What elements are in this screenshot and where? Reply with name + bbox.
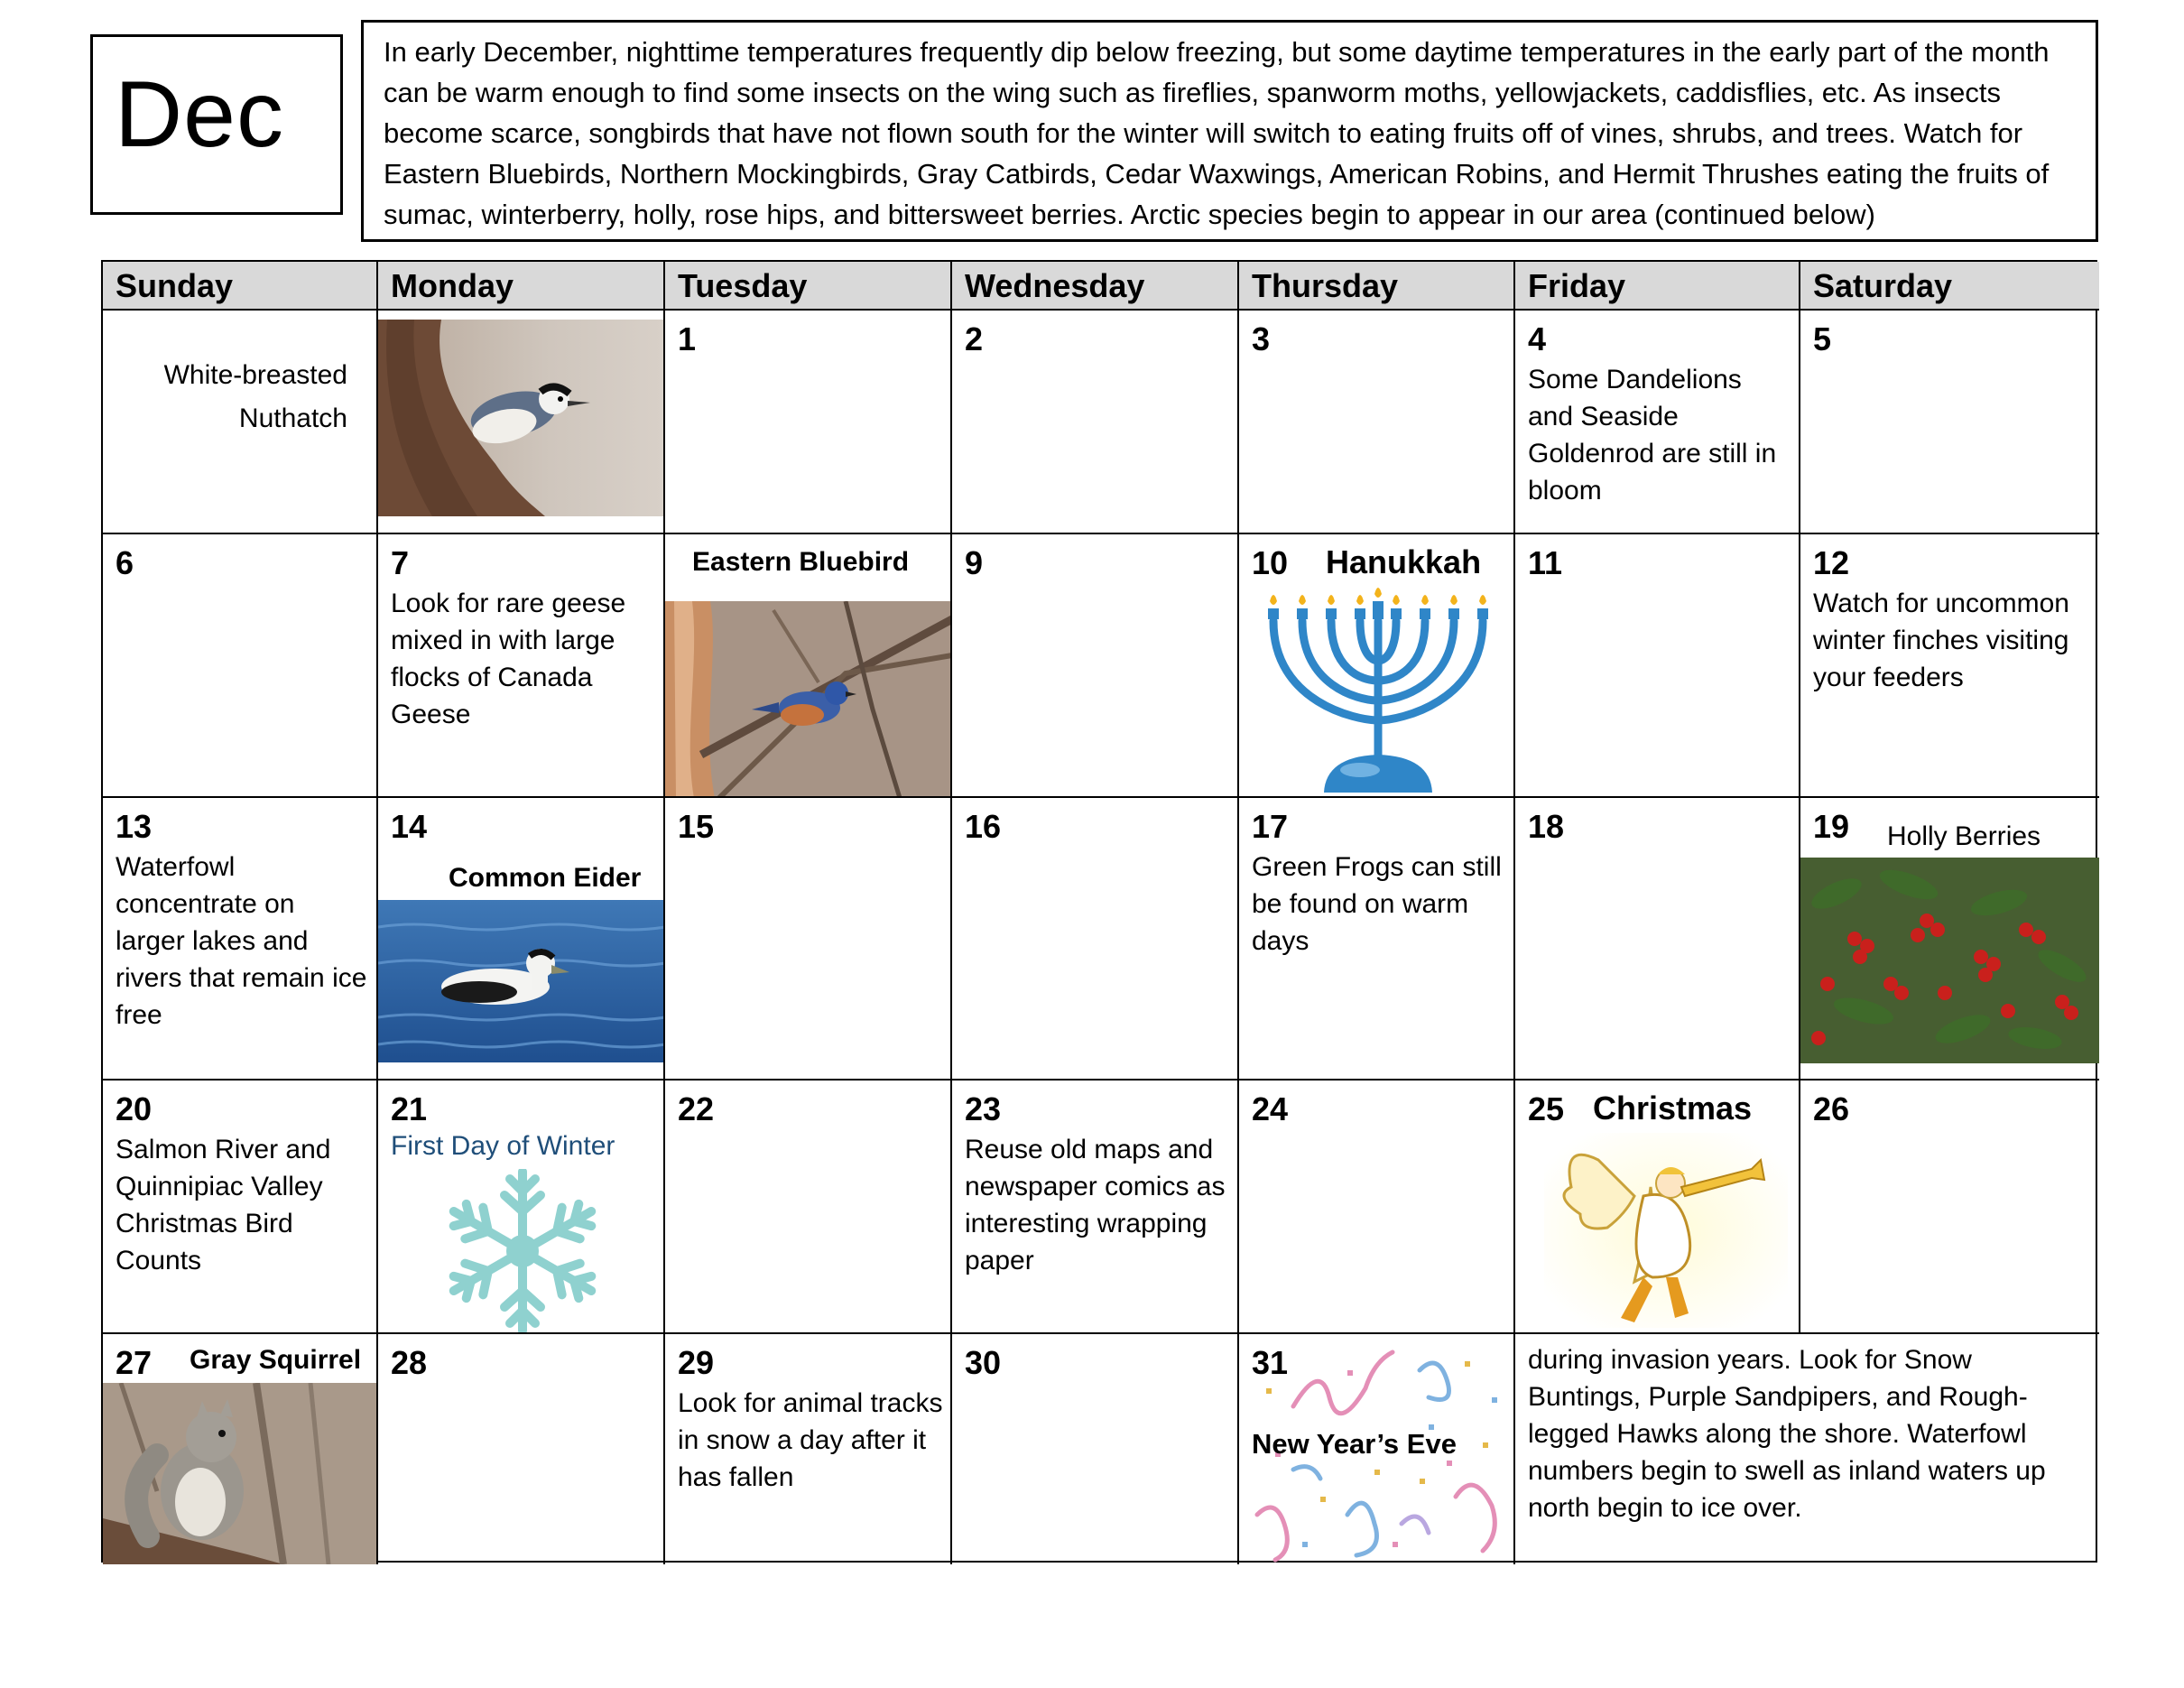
day-number: 28 — [391, 1344, 428, 1381]
weekday-thursday: Thursday — [1239, 262, 1515, 311]
day-number: 14 — [391, 808, 428, 845]
day-number: 4 — [1528, 320, 1547, 357]
day-2 — [952, 311, 1239, 534]
day-17 — [1239, 798, 1515, 1081]
day-number: 9 — [965, 544, 984, 581]
day-note: Watch for uncommon winter finches visiting your feeders — [1813, 589, 2069, 692]
day-number: 16 — [965, 808, 1002, 845]
day-19 — [1800, 798, 2099, 1081]
weekday-sunday: Sunday — [103, 262, 378, 311]
day-number: 15 — [678, 808, 715, 845]
cell-nuthatch-photo — [378, 311, 665, 534]
day-number: 27 — [116, 1344, 153, 1381]
day-12 — [1800, 534, 2099, 798]
day-3 — [1239, 311, 1515, 534]
intro-text: In early December, nighttime temperatures frequently dip below freezing, but some daytime temperatures in the early part of the month can be warm enough to find some insects on the wing such as fireflies, spanworm moths, yellowjackets, caddisflies, etc. As insects become scarce, songbirds that have not flown south for the winter will switch to eating fruits off of vines, shrubs, and trees. Watch for Eastern Bluebirds, Northern Mockingbirds, Gray Catbirds, Cedar Waxwings, American Robins, and Hermit Thrushes eating the fruits of sumac, winterberry, holly, rose hips, and bittersweet berries. Arctic species begin to appear in our area (continued below) — [361, 20, 2098, 242]
new-years-eve-label: New Year’s Eve — [1252, 1428, 1457, 1460]
day-note: Look for rare geese mixed in with large flocks of Canada Geese — [391, 589, 626, 729]
holly-caption: Holly Berries — [1887, 821, 2041, 851]
day-5 — [1800, 311, 2099, 534]
day-number: 13 — [116, 808, 153, 845]
snowflake-icon — [432, 1169, 613, 1333]
day-21 — [378, 1081, 665, 1334]
hanukkah-label: Hanukkah — [1326, 543, 1482, 580]
day-26 — [1800, 1081, 2099, 1334]
calendar-grid — [101, 260, 2097, 1563]
day-31 — [1239, 1334, 1515, 1564]
day-15 — [665, 798, 952, 1081]
day-30 — [952, 1334, 1239, 1564]
day-number: 26 — [1813, 1090, 1850, 1127]
day-note: Green Frogs can still be found on warm days — [1252, 852, 1502, 956]
day-number: 19 — [1813, 808, 1850, 845]
day-28 — [378, 1334, 665, 1564]
first-day-of-winter-label: First Day of Winter — [391, 1131, 615, 1161]
eider-caption: Common Eider — [449, 863, 642, 893]
day-note: Reuse old maps and newspaper comics as interesting wrapping paper — [965, 1135, 1226, 1275]
day-number: 6 — [116, 544, 134, 581]
day-18 — [1515, 798, 1800, 1081]
day-11 — [1515, 534, 1800, 798]
day-10 — [1239, 534, 1515, 798]
day-1 — [665, 311, 952, 534]
weekday-monday: Monday — [378, 262, 665, 311]
day-note: Some Dandelions and Seaside Goldenrod are still in bloom — [1528, 365, 1777, 505]
intro-continued — [1515, 1334, 2099, 1564]
day-25 — [1515, 1081, 1800, 1334]
day-number: 21 — [391, 1090, 428, 1127]
day-number: 2 — [965, 320, 984, 357]
holly-photo — [1800, 858, 2099, 1063]
angel-icon — [1544, 1133, 1788, 1328]
weekday-wednesday: Wednesday — [952, 262, 1239, 311]
weekday-saturday: Saturday — [1800, 262, 2099, 311]
christmas-label: Christmas — [1593, 1090, 1753, 1127]
eider-photo — [378, 900, 665, 1062]
day-number: 18 — [1528, 808, 1565, 845]
day-14 — [378, 798, 665, 1081]
day-22 — [665, 1081, 952, 1334]
day-number: 25 — [1528, 1090, 1565, 1127]
day-number: 11 — [1528, 544, 1563, 581]
day-23 — [952, 1081, 1239, 1334]
day-number: 20 — [116, 1090, 153, 1127]
day-number: 22 — [678, 1090, 715, 1127]
bluebird-photo — [665, 601, 952, 798]
day-13 — [103, 798, 378, 1081]
day-number: 29 — [678, 1344, 715, 1381]
menorah-icon — [1252, 585, 1504, 794]
cell-bluebird — [665, 534, 952, 798]
month-title-box — [90, 34, 343, 215]
day-4 — [1515, 311, 1800, 534]
day-number: 30 — [965, 1344, 1002, 1381]
day-number: 17 — [1252, 808, 1289, 845]
day-number: 12 — [1813, 544, 1850, 581]
day-6 — [103, 534, 378, 798]
day-27 — [103, 1334, 378, 1564]
weekday-friday: Friday — [1515, 262, 1800, 311]
day-number: 1 — [678, 320, 697, 357]
day-number: 31 — [1252, 1344, 1289, 1381]
cell-nuthatch-caption — [103, 311, 378, 534]
day-note: Look for animal tracks in snow a day after it has fallen — [678, 1388, 943, 1492]
intro-continued-text: during invasion years. Look for Snow Buntings, Purple Sandpipers, and Rough-legged Hawks along the shore. Waterfowl numbers begin to swell as inland waters up north begin to ice over. — [1528, 1345, 2046, 1523]
day-note: Waterfowl concentrate on larger lakes and rivers that remain ice free — [116, 852, 367, 1030]
nuthatch-photo — [378, 320, 665, 516]
day-16 — [952, 798, 1239, 1081]
nuthatch-caption: White-breasted Nuthatch — [163, 360, 347, 433]
bluebird-caption: Eastern Bluebird — [692, 547, 910, 577]
day-24 — [1239, 1081, 1515, 1334]
day-number: 5 — [1813, 320, 1832, 357]
day-number: 23 — [965, 1090, 1002, 1127]
day-7 — [378, 534, 665, 798]
day-29 — [665, 1334, 952, 1564]
day-note: Salmon River and Quinnipiac Valley Christmas Bird Counts — [116, 1135, 331, 1275]
weekday-tuesday: Tuesday — [665, 262, 952, 311]
squirrel-photo — [103, 1383, 378, 1564]
day-number: 7 — [391, 544, 410, 581]
squirrel-caption: Gray Squirrel — [190, 1345, 362, 1375]
month-title: Dec — [115, 62, 284, 167]
day-20 — [103, 1081, 378, 1334]
day-9 — [952, 534, 1239, 798]
day-number: 3 — [1252, 320, 1271, 357]
day-number: 10 — [1252, 544, 1289, 581]
day-number: 24 — [1252, 1090, 1289, 1127]
